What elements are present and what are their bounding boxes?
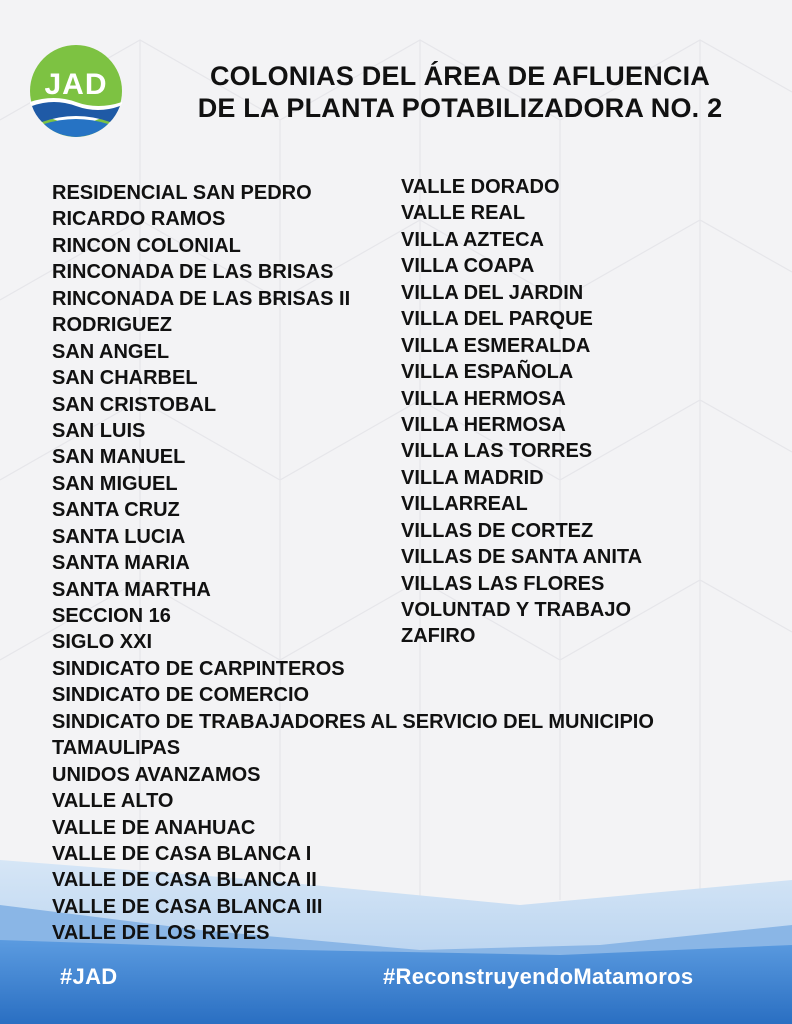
list-item: VILLA DEL PARQUE [401,308,593,331]
list-item: VALLE DE CASA BLANCA II [52,869,317,892]
list-item: VALLE DE ANAHUAC [52,816,256,839]
list-item: ZAFIRO [401,625,476,648]
list-item: VALLE REAL [401,202,526,225]
list-item: VALLE DE LOS REYES [52,922,270,945]
list-item: VILLA HERMOSA [401,413,566,436]
list-item: VOLUNTAD Y TRABAJO [401,599,632,621]
list-item: RINCONADA DE LAS BRISAS II [52,287,351,310]
list-item: VILLAS DE SANTA ANITA [401,546,643,569]
list-item: UNIDOS AVANZAMOS [52,763,261,786]
list-item: SAN CRISTOBAL [52,393,217,416]
list-item: SAN CHARBEL [52,367,198,390]
list-item: VALLE DORADO [401,176,560,198]
list-item: VILLAS LAS FLORES [401,572,605,595]
list-item: SECCION 16 [52,605,171,627]
list-item: TAMAULIPAS [52,737,181,760]
list-item: VALLE DE CASA BLANCA I [52,842,312,865]
list-item: VILLA MADRID [401,466,544,489]
list-item: SANTA CRUZ [52,499,180,522]
list-item: SANTA MARTHA [52,578,211,601]
list-item: VILLA AZTECA [401,228,544,251]
list-item: SINDICATO DE CARPINTEROS [52,657,345,680]
page-title [150,60,770,124]
jad-logo [26,44,126,138]
title-line-1: COLONIAS DEL ÁREA DE AFLUENCIA [209,61,710,91]
list-item: SAN LUIS [52,419,146,442]
list-item: SINDICATO DE TRABAJADORES AL SERVICIO DEL MUNICIPIO [52,710,654,733]
colonias-list-right [401,174,642,650]
list-item: VALLE DE CASA BLANCA III [52,895,323,918]
list-item: VILLA LAS TORRES [401,440,593,463]
list-item: SANTA MARIA [52,552,190,575]
list-item: VILLAS DE CORTEZ [401,519,594,542]
list-item: RESIDENCIAL SAN PEDRO [52,182,312,204]
svg-text:JAD: JAD [44,68,108,101]
list-item: SANTA LUCIA [52,525,186,548]
list-item: RINCONADA DE LAS BRISAS [52,261,334,284]
list-item: VILLA HERMOSA [401,387,566,410]
list-item: SAN ANGEL [52,340,170,363]
list-item: SINDICATO DE COMERCIO [52,684,310,707]
title-line-2: DE LA PLANTA POTABILIZADORA NO. 2 [197,93,723,123]
list-item: RINCON COLONIAL [52,234,241,257]
list-item: SAN MANUEL [52,446,186,469]
hashtag-jad: #JAD [60,964,118,989]
list-item: RICARDO RAMOS [52,208,226,231]
list-item: VALLE ALTO [52,790,174,813]
list-item: SIGLO XXI [52,631,153,654]
list-item: VILLA COAPA [401,255,535,278]
list-item: RODRIGUEZ [52,314,172,337]
list-item: VILLA ESPAÑOLA [401,361,574,384]
list-item: VILLA ESMERALDA [401,334,591,357]
list-item: SAN MIGUEL [52,472,178,495]
list-item: VILLA DEL JARDIN [401,281,584,304]
list-item: VILLARREAL [401,493,528,516]
hashtag-reconstruyendo-matamoros: #ReconstruyendoMatamoros [383,964,694,989]
